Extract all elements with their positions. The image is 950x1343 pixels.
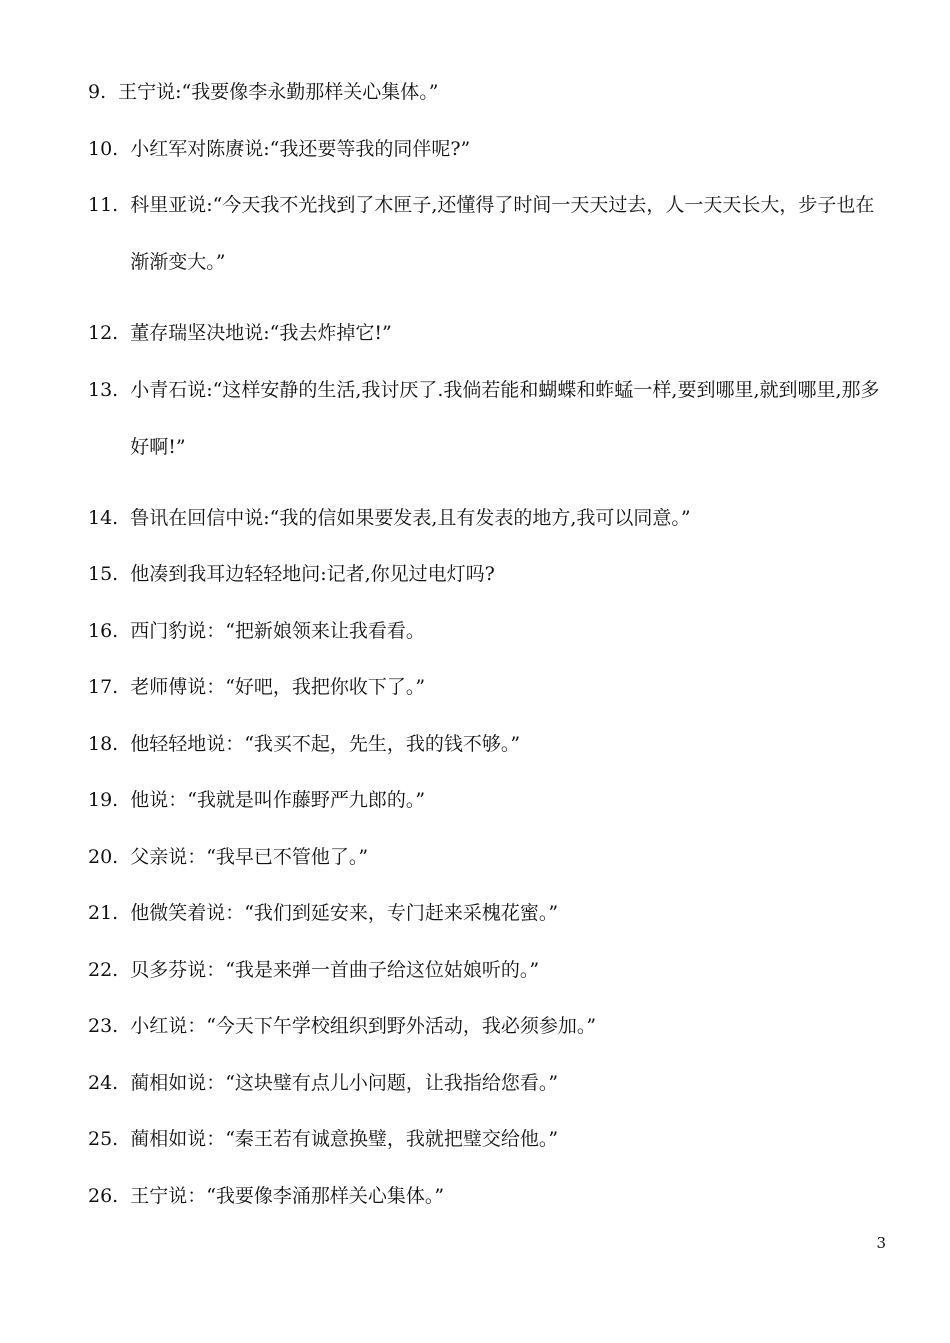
item-text: 他说：“我就是叫作藤野严九郎的。” <box>130 789 426 811</box>
item-number: 19. <box>88 789 119 811</box>
item-number: 10. <box>88 137 119 160</box>
item-text: 鲁讯在回信中说:“我的信如果要发表,且有发表的地方,我可以同意。” <box>130 506 691 529</box>
item-number: 17. <box>88 676 119 698</box>
list-item <box>88 319 893 348</box>
item-text: 小青石说:“这样安静的生活,我讨厌了.我倘若能和蝴蝶和蚱蜢一样,要到哪里,就到哪里,那多好啊!” <box>130 378 880 458</box>
item-number: 24. <box>88 1071 119 1094</box>
item-number: 14. <box>88 506 119 529</box>
item-text: 西门豹说：“把新娘领来让我看看。 <box>130 619 425 642</box>
list-item <box>88 956 893 985</box>
list-item <box>88 504 893 533</box>
list-item <box>88 843 893 872</box>
list-item <box>88 730 893 759</box>
item-number: 23. <box>88 1015 119 1037</box>
list-item <box>88 1125 893 1154</box>
item-text: 贝多芬说：“我是来弹一首曲子给这位姑娘听的。” <box>130 958 540 981</box>
item-number: 20. <box>88 845 119 868</box>
list-item <box>88 135 893 164</box>
item-text: 蔺相如说：“这块璧有点儿小问题，让我指给您看。” <box>130 1071 559 1094</box>
list-item <box>88 1182 893 1211</box>
list-item <box>88 191 893 291</box>
item-number: 22. <box>88 958 119 981</box>
item-text: 父亲说：“我早已不管他了。” <box>130 845 369 868</box>
list-item <box>88 1012 893 1041</box>
item-text: 小红军对陈赓说:“我还要等我的同伴呢?” <box>130 137 471 160</box>
exercise-list <box>88 78 893 1210</box>
item-number: 11. <box>88 194 119 216</box>
item-number: 13. <box>88 378 119 401</box>
item-number: 12. <box>88 322 119 344</box>
page-number: 3 <box>876 1234 886 1252</box>
item-number: 16. <box>88 619 119 642</box>
item-text: 他凑到我耳边轻轻地问:记者,你见过电灯吗? <box>130 563 495 585</box>
list-item <box>88 899 893 928</box>
item-text: 蔺相如说：“秦王若有诚意换璧，我就把璧交给他。” <box>130 1128 559 1150</box>
item-number: 26. <box>88 1184 119 1207</box>
item-text: 王宁说：“我要像李涌那样关心集体。” <box>130 1184 445 1207</box>
item-text: 王宁说:“我要像李永勤那样关心集体。” <box>118 81 439 103</box>
item-text: 科里亚说:“今天我不光找到了木匣子,还懂得了时间一天天过去，人一天天长大，步子也在渐渐变大。” <box>130 194 875 273</box>
list-item <box>88 673 893 702</box>
list-item <box>88 78 893 107</box>
list-item <box>88 376 893 476</box>
item-text: 董存瑞坚决地说:“我去炸掉它!” <box>130 322 392 344</box>
list-item <box>88 560 893 589</box>
item-text: 小红说：“今天下午学校组织到野外活动，我必须参加。” <box>130 1015 597 1037</box>
item-number: 18. <box>88 732 119 755</box>
item-number: 25. <box>88 1128 119 1150</box>
item-text: 老师傅说：“好吧，我把你收下了。” <box>130 676 426 698</box>
item-text: 他微笑着说：“我们到延安来，专门赶来采槐花蜜。” <box>130 902 559 924</box>
item-number: 21. <box>88 902 119 924</box>
list-item <box>88 786 893 815</box>
item-text: 他轻轻地说：“我买不起，先生，我的钱不够。” <box>130 732 521 755</box>
list-item <box>88 1069 893 1098</box>
item-number: 15. <box>88 563 119 585</box>
list-item <box>88 617 893 646</box>
item-number: 9. <box>88 81 107 103</box>
